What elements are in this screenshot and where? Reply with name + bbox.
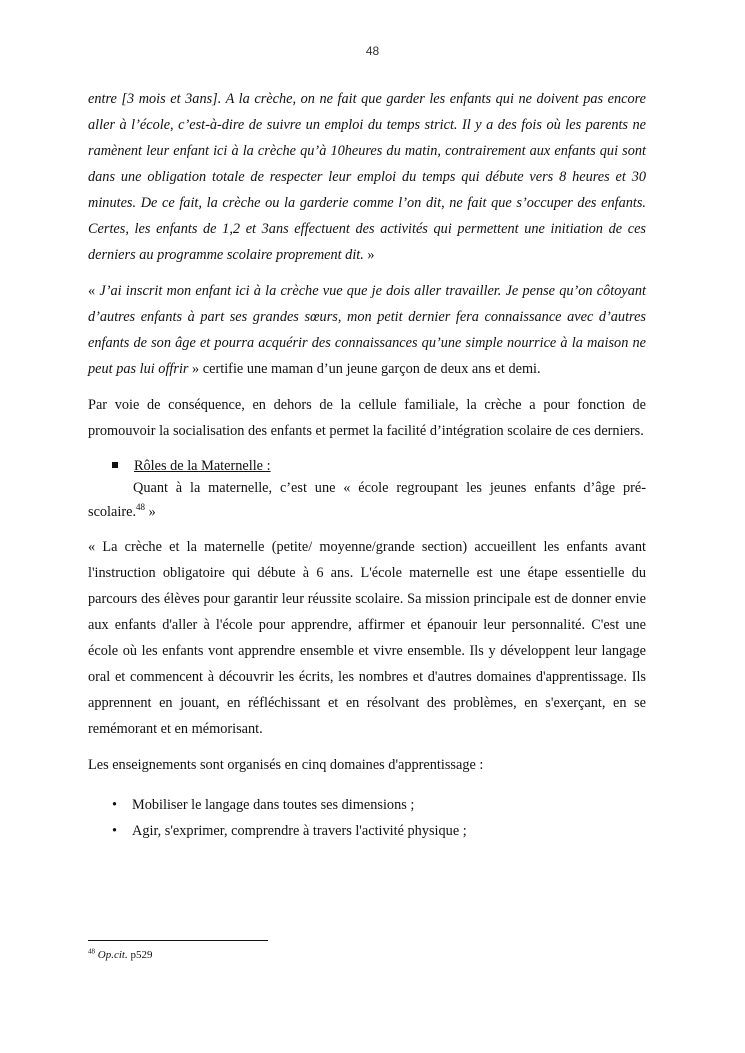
paragraph-consequence: Par voie de conséquence, en dehors de la cellule familiale, la crèche a pour fonction de promouvoir la socialisation des enfants et permet la facilité d’intégration scolaire de ces derniers. bbox=[88, 397, 646, 439]
paragraph-maternelle-mission: « La crèche et la maternelle (petite/ moyenne/grande section) accueillent les enfants avant l'instruction obligatoire qui débute à 6 ans. L'école maternelle est une étape essentielle du parcours des élèves pour garantir leur réussite scolaire. Sa mission principale est de donner envie aux enfants d'aller à l'école pour apprendre, affirmer et épanouir leur personnalité. C'est une école où les enfants vont apprendre ensemble et vivre ensemble. Ils y développent leur langage oral et commencent à découvrir les écrits, les nombres et d'autres domaines d'apprentissage. Ils apprennent en jouant, en réfléchissant et en résolvant des problèmes, en s'exerçant, en se remémorant et en mémorisant. bbox=[88, 539, 646, 737]
footnote-separator bbox=[88, 940, 268, 941]
domain-label: Mobiliser le langage dans toutes ses dimensions ; bbox=[132, 797, 415, 813]
maternelle-definition-text: Quant à la maternelle, c’est une « école regroupant les jeunes enfants d’âge pré-scolaire. bbox=[88, 480, 646, 520]
paragraph-domains-intro: Les enseignements sont organisés en cinq domaines d'apprentissage : bbox=[88, 757, 484, 773]
roles-title: Rôles de la Maternelle : bbox=[134, 458, 271, 474]
bullet-icon: • bbox=[112, 797, 118, 813]
paragraph-interview-creche bbox=[88, 86, 646, 268]
paragraph-mother-quote bbox=[88, 278, 646, 382]
page-number: 48 bbox=[365, 44, 380, 58]
section-heading-roles bbox=[88, 456, 646, 476]
footnote-ref: 48 bbox=[136, 502, 146, 513]
list-item bbox=[88, 818, 646, 844]
list-item bbox=[88, 792, 646, 818]
bullet-icon: • bbox=[112, 823, 118, 839]
mother-quote-attribution: » certifie une maman d’un jeune garçon de deux ans et demi. bbox=[188, 361, 541, 377]
paragraph-maternelle-definition bbox=[88, 476, 646, 524]
closing-quote: » bbox=[363, 247, 375, 263]
opening-quote: « bbox=[88, 283, 100, 299]
domains-list bbox=[88, 792, 646, 844]
definition-close: » bbox=[145, 504, 156, 520]
domain-label: Agir, s'exprimer, comprendre à travers l'activité physique ; bbox=[132, 823, 467, 839]
footnote-number: 48 bbox=[88, 947, 95, 956]
footnote-page: p529 bbox=[127, 949, 153, 961]
square-bullet-icon bbox=[112, 462, 118, 468]
mother-quote-text: J’ai inscrit mon enfant ici à la crèche vue que je dois aller travailler. Je pense qu’on côtoyant d’autres enfants à part ses grandes sœurs, mon petit dernier fera connaissance avec d’autres enfants de son âge et pourra acquérir des connaissances qu’une simple nourrice à la maison ne peut pas lui offrir bbox=[88, 283, 646, 377]
document-body bbox=[88, 86, 646, 844]
footnote bbox=[88, 948, 152, 962]
interview-text: entre [3 mois et 3ans]. A la crèche, on ne fait que garder les enfants qui ne doivent pas encore aller à l’école, c’est-à-dire de suivre un emploi du temps strict. Il y a des fois où les parents ne ramènent leur enfant ici à la crèche qu’à 10heures du matin, contrairement aux enfants qui sont dans une obligation totale de respecter leur emploi du temps qui débute vers 8 heures et 30 minutes. De ce fait, la crèche ou la garderie comme l’on dit, ne fait que s’occuper des enfants. Certes, les enfants de 1,2 et 3ans effectuent des activités qui permettent une initiation de ces derniers au programme scolaire proprement dit. bbox=[88, 91, 646, 263]
footnote-reference: Op.cit. bbox=[97, 949, 128, 961]
